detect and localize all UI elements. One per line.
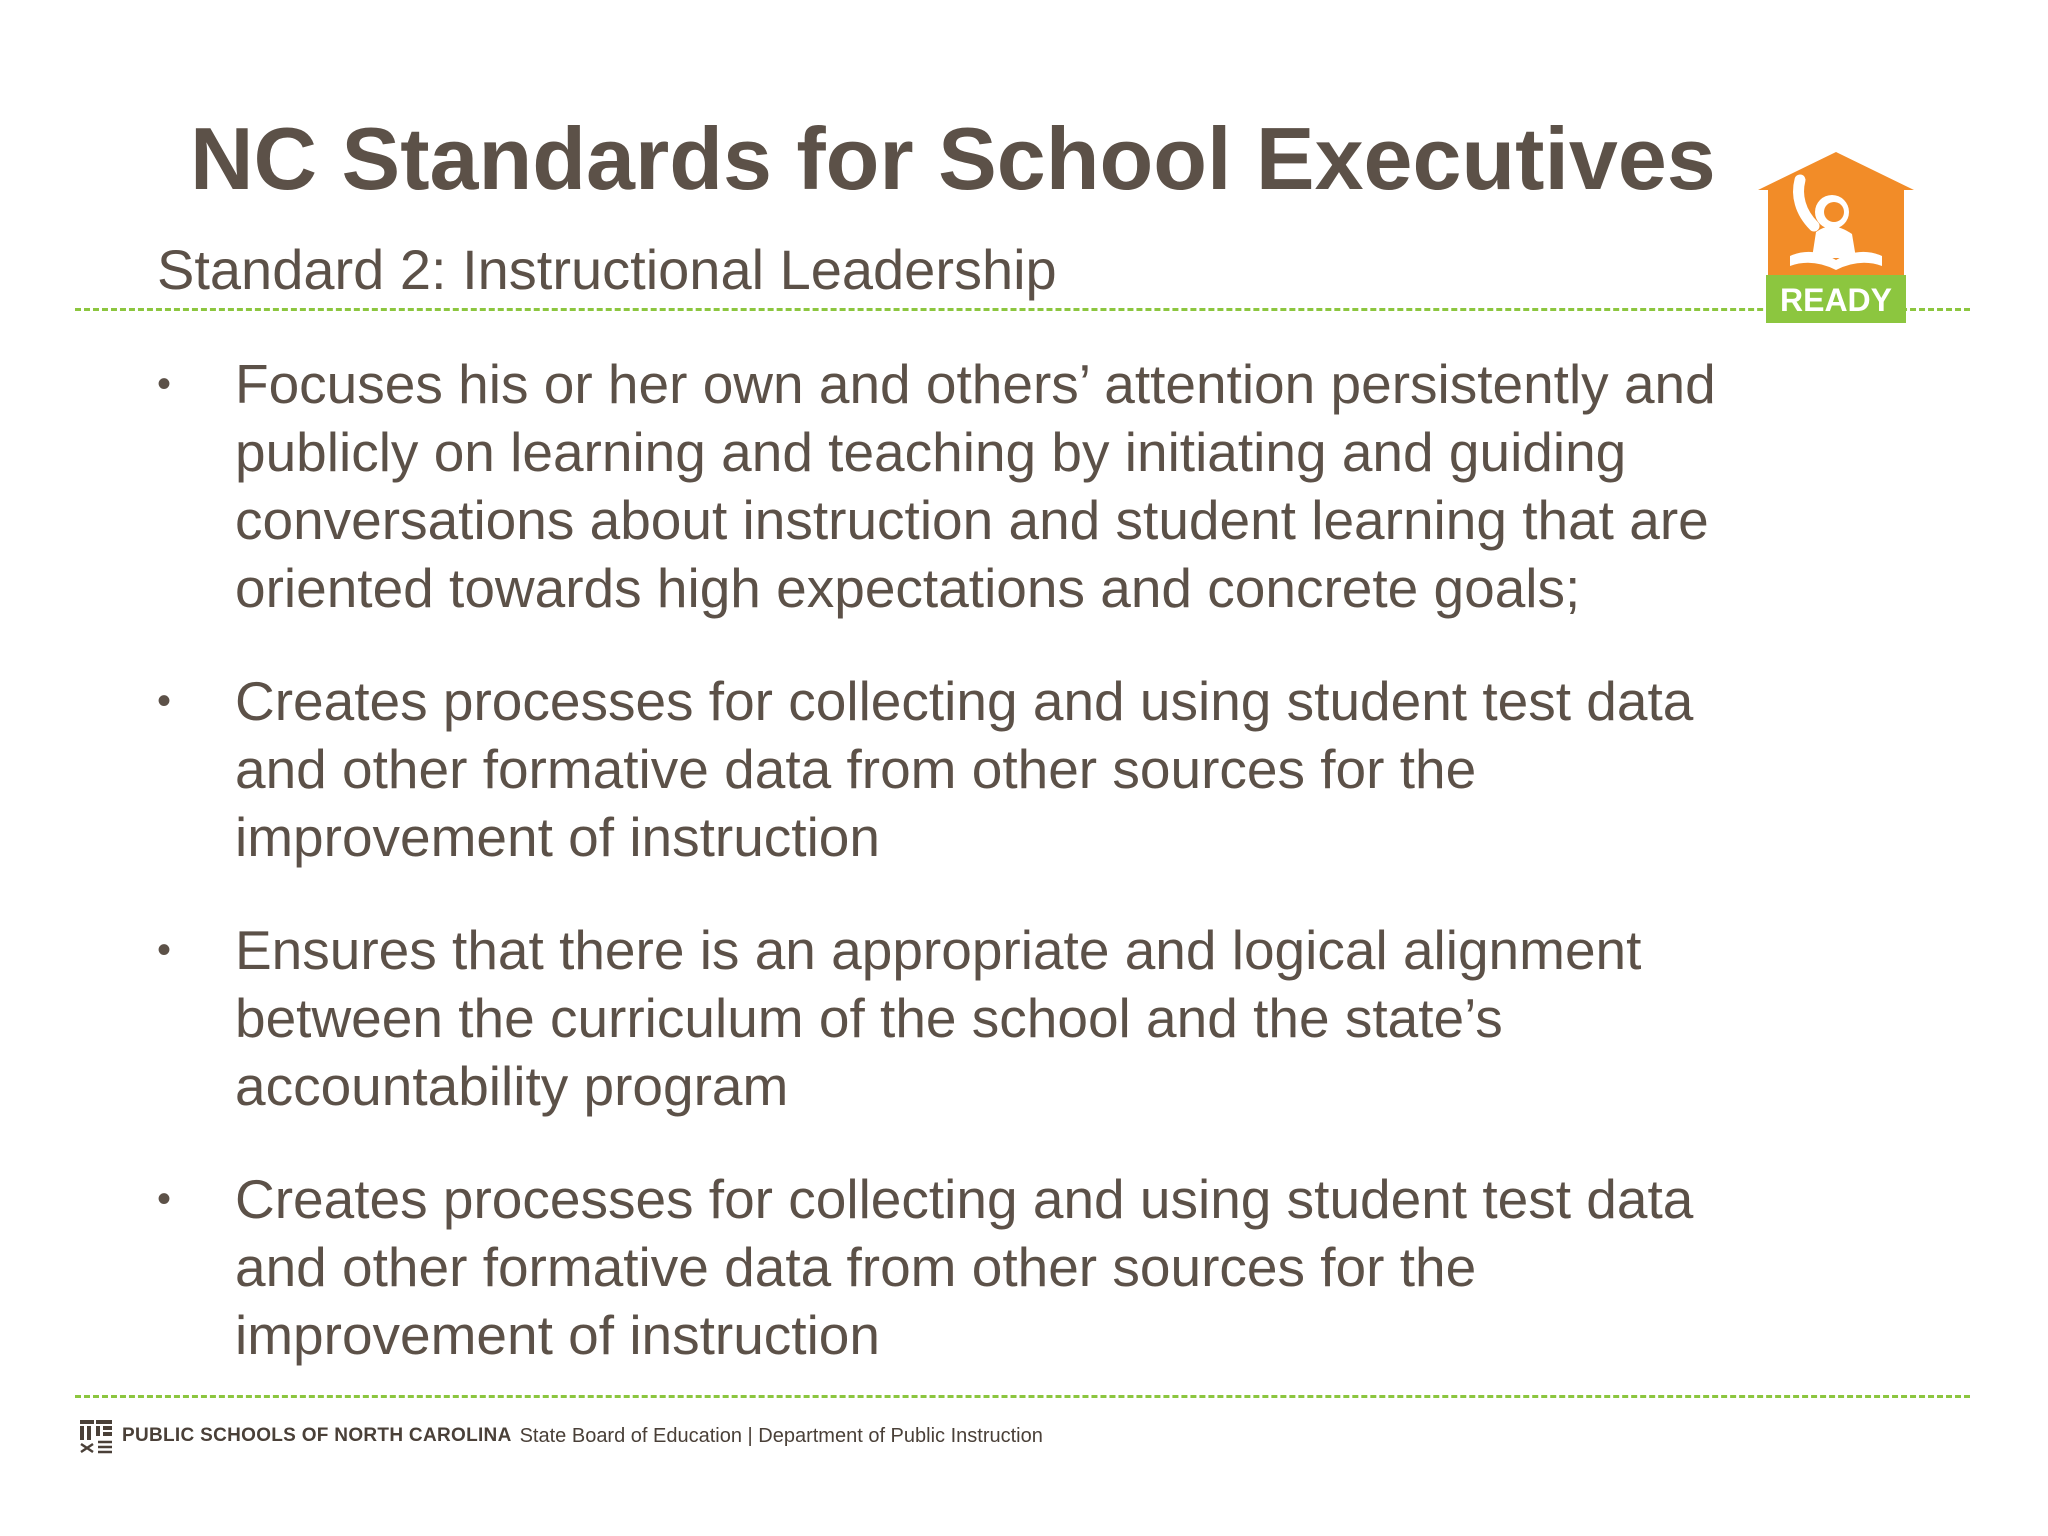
ready-logo [1756, 150, 1916, 330]
student-reading-house-icon [1758, 152, 1914, 275]
bullet-marker: • [157, 1177, 172, 1221]
footer-department: State Board of Education | Department of Public Instruction [519, 1424, 1043, 1447]
bullet-text: Creates processes for collecting and using student test data and other formative data from other sources for the improvement of instruction [235, 670, 1694, 868]
slide-title: NC Standards for School Executives [190, 109, 1716, 208]
ready-logo-text: READY [1779, 282, 1893, 318]
bottom-divider [75, 1395, 1970, 1398]
bullet-item [157, 350, 1797, 622]
bullet-list [157, 350, 1797, 1414]
bullet-text: Focuses his or her own and others’ attention persistently and publicly on learning and teaching by initiating and guiding conversations about instruction and student learning that are oriented towards high expectations and concrete goals; [235, 353, 1716, 619]
bullet-item [157, 916, 1797, 1120]
slide-subtitle: Standard 2: Instructional Leadership [157, 238, 1057, 301]
footer [78, 1418, 1043, 1454]
bullet-item [157, 667, 1797, 871]
bullet-marker: • [157, 362, 172, 406]
footer-org-name: PUBLIC SCHOOLS OF NORTH CAROLINA [122, 1425, 512, 1446]
bullet-marker: • [157, 679, 172, 723]
bullet-marker: • [157, 928, 172, 972]
top-divider [75, 308, 1970, 311]
bullet-text: Ensures that there is an appropriate and logical alignment between the curriculum of the school and the state’s accountability program [235, 919, 1642, 1117]
bullet-text: Creates processes for collecting and using student test data and other formative data from other sources for the improvement of instruction [235, 1168, 1694, 1366]
nc-dpi-seal-icon [78, 1418, 114, 1454]
bullet-item [157, 1165, 1797, 1369]
